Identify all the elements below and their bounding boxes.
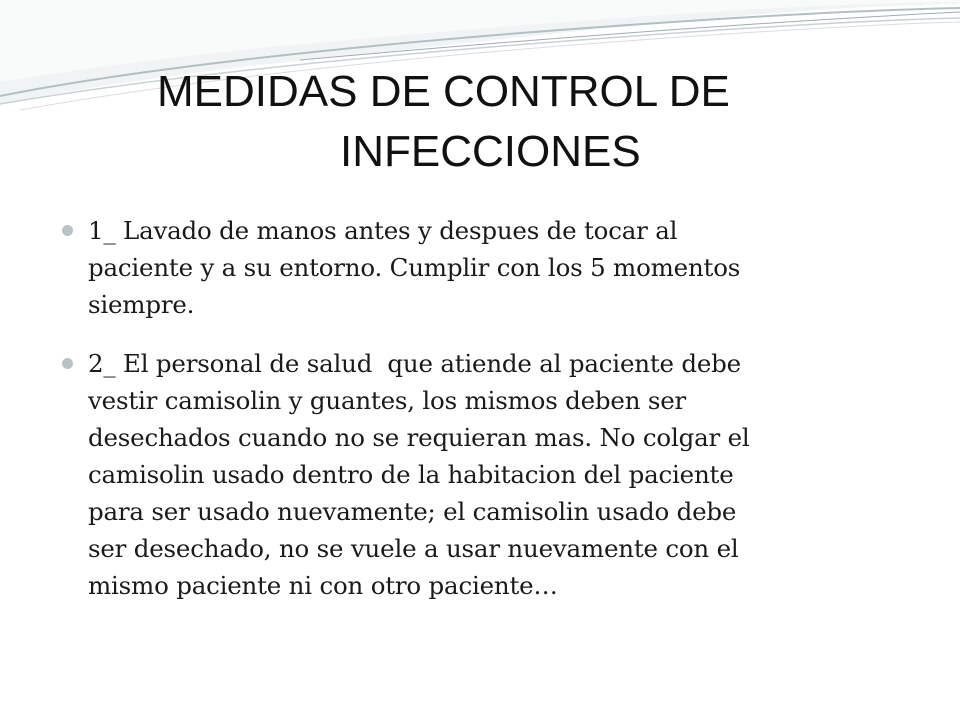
slide-title bbox=[150, 62, 810, 182]
bullet-item-1 bbox=[62, 212, 892, 323]
bullet-2-line-5: para ser usado nuevamente; el camisolin usado debe bbox=[88, 497, 737, 526]
bullet-2-line-3: desechados cuando no se requieran mas. No colgar el bbox=[88, 423, 750, 452]
bullet-2-line-1: 2_ El personal de salud que atiende al paciente debe bbox=[88, 349, 741, 378]
bullet-dot-icon bbox=[62, 358, 73, 369]
bullet-list bbox=[62, 212, 892, 626]
bullet-dot-icon bbox=[62, 225, 73, 236]
bullet-item-2 bbox=[62, 345, 892, 604]
bullet-1-line-2: paciente y a su entorno. Cumplir con los 5 momentos bbox=[88, 253, 741, 282]
bullet-2-line-6: ser desechado, no se vuele a usar nuevamente con el bbox=[88, 534, 739, 563]
bullet-2-line-7: mismo paciente ni con otro paciente… bbox=[88, 571, 558, 600]
title-line-2: INFECCIONES bbox=[340, 127, 641, 176]
title-line-1: MEDIDAS DE CONTROL DE bbox=[157, 67, 730, 116]
bullet-2-line-2: vestir camisolin y guantes, los mismos deben ser bbox=[88, 386, 687, 415]
bullet-2-line-4: camisolin usado dentro de la habitacion del paciente bbox=[88, 460, 734, 489]
bullet-1-line-1: 1_ Lavado de manos antes y despues de tocar al bbox=[88, 216, 678, 245]
bullet-1-line-3: siempre. bbox=[88, 290, 195, 319]
